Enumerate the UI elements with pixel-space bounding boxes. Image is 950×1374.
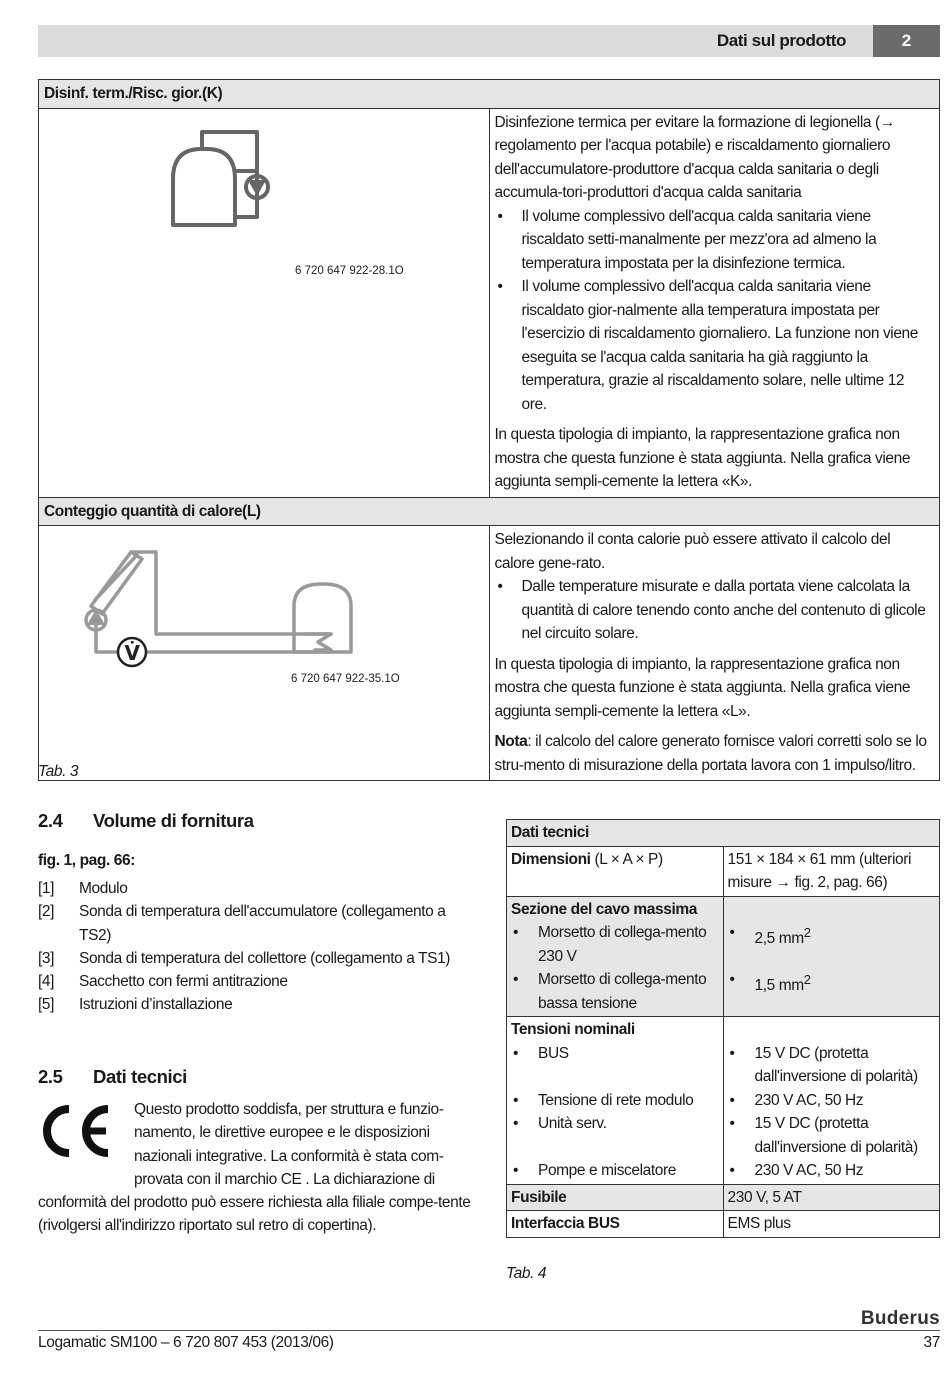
- voltage-row-label: • Unità serv.: [511, 1112, 719, 1159]
- section-l-intro: Selezionando il conta calorie può essere attivato il calcolo del calore gene-rato.: [494, 531, 891, 572]
- section-l-figure: [39, 526, 490, 781]
- table-title: [507, 820, 940, 847]
- ce-paragraph: Questo prodotto soddisfa, per struttura e funzio-namento, le direttive europee e le disposizioni nazionali integrative. La conformità è stata com-provata con il marchio CE . La dichiarazione di conformità del prodotto può essere richiesta alla filiale compe-tente (rivolgersi all'indirizzo riportato sul retro di copertina).: [38, 1101, 471, 1235]
- voltage-row-value: • 230 V AC, 50 Hz: [728, 1159, 936, 1183]
- item-text: Istruzioni d’installazione: [79, 996, 233, 1014]
- section-number: 2.4: [38, 810, 63, 831]
- item-number: [2]: [38, 903, 55, 921]
- section-k-header: [39, 80, 940, 109]
- section-l-note: In questa tipologia di impianto, la rappresentazione grafica non mostra che questa funzione è stata aggiunta. Nella grafica viene aggiunta sempli-cemente la lettera «L».: [494, 655, 911, 720]
- list-item: [38, 993, 478, 1016]
- section-k-row: [39, 108, 940, 497]
- section-k-intro: Disinfezione termica per evitare la formazione di legionella (→ regolamento per l'acqua potabile) e riscaldamento giornaliero dell'accumulatore-produttore d'acqua calda sanitaria o degli accumula-tori-produttori d'acqua calda sanitaria: [494, 113, 895, 201]
- item-text: Modulo: [79, 880, 128, 897]
- bullet-item: • Il volume complessivo dell'acqua calda sanitaria viene riscaldato setti-manalmente per mezz'ora ad almeno la temperatura impostata per la disinfezione termica.: [495, 205, 934, 276]
- table-3-caption: Tab. 3: [38, 763, 79, 780]
- section-k-title: Disinf. term./Risc. gior.(K): [39, 80, 940, 109]
- cable-value-text: 1,5 mm: [754, 977, 804, 995]
- table-row: [507, 1211, 940, 1238]
- cable-row-value: [728, 968, 936, 998]
- section-title: Volume di fornitura: [93, 810, 254, 831]
- table-4-caption: Tab. 4: [506, 1265, 547, 1282]
- fuse-label: Fusibile: [511, 1188, 567, 1206]
- dimensions-label-cell: [507, 846, 724, 896]
- nota-text: : il calcolo del calore generato fornisce valori corretti solo se lo stru-mento di misurazione della portata lavora con 1 impulso/litro.: [494, 733, 927, 774]
- voltage-row-label: • BUS: [511, 1042, 719, 1089]
- section-2-5-heading: [38, 1066, 187, 1088]
- section-l-row: [39, 526, 940, 781]
- cable-label-cell: [507, 896, 724, 1017]
- cable-row-value: [728, 921, 936, 968]
- dimensions-label: Dimensioni: [511, 850, 591, 868]
- technical-data-table: [506, 819, 940, 1238]
- item-number: [3]: [38, 949, 55, 967]
- supply-list: [38, 877, 478, 1017]
- voltage-value-cell: [723, 1017, 940, 1185]
- list-item: [38, 900, 478, 947]
- table-title-text: Dati tecnici: [511, 824, 589, 841]
- section-k-note: In questa tipologia di impianto, la rappresentazione grafica non mostra che questa funzione è stata aggiunta. Nella grafica viene aggiunta sempli-cemente la lettera «K».: [494, 426, 911, 490]
- cable-value-sup: 2: [803, 925, 811, 940]
- nota-label: Nota: [494, 733, 528, 750]
- page-number: 37: [923, 1334, 940, 1351]
- chapter-number: 2: [873, 25, 940, 57]
- dimensions-value: 151 × 184 × 61 mm (ulteriori misure → fig. 2, pag. 66): [723, 846, 940, 896]
- list-item: [38, 970, 478, 993]
- fuse-label-cell: [507, 1184, 724, 1211]
- cable-value-sup: 2: [803, 972, 811, 987]
- bullet-item: • Il volume complessivo dell'acqua calda sanitaria viene riscaldato gior-nalmente alla temperatura impostata per l'esercizio di riscaldamento giornaliero. La funzione non viene eseguita se l'acqua calda sanitaria ha già raggiunto la temperatura, grazie al riscaldamento solare, nelle ultime 12 ore.: [495, 275, 934, 416]
- voltage-label: Tensioni nominali: [511, 1021, 635, 1038]
- fuse-value: 230 V, 5 AT: [723, 1184, 940, 1211]
- voltage-row-value: • 15 V DC (protetta dall'inversione di polarità): [728, 1112, 936, 1159]
- section-l-bullets: [495, 575, 934, 646]
- dimensions-unit: (L × A × P): [590, 850, 663, 868]
- cable-value-cell: [723, 896, 940, 1017]
- voltage-row-label: • Pompe e miscelatore: [511, 1159, 719, 1183]
- item-number: [4]: [38, 973, 55, 991]
- cable-row-label: • Morsetto di collega-mento 230 V: [511, 921, 719, 968]
- bullet-item: • Dalle temperature misurate e dalla portata viene calcolata la quantità di calore tenendo conto anche del contenuto di glicole nel circuito solare.: [495, 575, 934, 646]
- voltage-row-value: • 230 V AC, 50 Hz: [728, 1089, 936, 1113]
- section-number: 2.5: [38, 1066, 63, 1087]
- list-item: [38, 877, 478, 900]
- bus-label: Interfaccia BUS: [511, 1215, 620, 1232]
- section-k-description: [489, 108, 940, 497]
- section-l-nota: [495, 730, 934, 777]
- section-l-description: [489, 526, 940, 781]
- footer-document-id: Logamatic SM100 – 6 720 807 453 (2013/06): [38, 1334, 334, 1351]
- section-title: Dati tecnici: [93, 1066, 187, 1087]
- figure-code-l: 6 720 647 922-35.1O: [291, 673, 400, 685]
- table-row: [507, 1017, 940, 1185]
- list-item: [38, 947, 478, 970]
- item-number: [5]: [38, 996, 55, 1014]
- section-l-title: Conteggio quantità di calore(L): [39, 497, 940, 526]
- item-number: [1]: [38, 880, 55, 897]
- cable-label: Sezione del cavo massima: [511, 900, 697, 918]
- section-2-4-heading: [38, 810, 254, 832]
- item-text: Sonda di temperatura dell'accumulatore (collegamento a TS2): [79, 903, 446, 944]
- table-row: [507, 1184, 940, 1211]
- footer-divider: [38, 1330, 940, 1331]
- function-table: [38, 79, 940, 781]
- voltage-row-label: • Tensione di rete modulo: [511, 1089, 719, 1113]
- table-header-row: [507, 820, 940, 847]
- table-row: [507, 846, 940, 896]
- item-text: Sonda di temperatura del collettore (collegamento a TS1): [79, 949, 451, 967]
- flow-meter-symbol: V̇: [124, 641, 140, 665]
- brand-logo: Buderus: [860, 1308, 940, 1329]
- cable-value-text: 2,5 mm: [754, 930, 804, 948]
- section-l-header: [39, 497, 940, 526]
- dhw-tank-diagram: [39, 109, 419, 279]
- cable-row-label: • Morsetto di collega-mento bassa tensione: [511, 968, 719, 1015]
- table-row: [507, 896, 940, 1017]
- bus-value: EMS plus: [723, 1211, 940, 1238]
- voltage-row-value: • 15 V DC (protetta dall'inversione di polarità): [728, 1042, 936, 1089]
- figure-code-k: 6 720 647 922-28.1O: [295, 264, 404, 277]
- voltage-label-cell: [507, 1017, 724, 1185]
- figure-reference: fig. 1, pag. 66:: [38, 852, 135, 869]
- ce-conformity-text: [38, 1098, 474, 1238]
- section-k-bullets: [495, 205, 934, 417]
- header-title: Dati sul prodotto: [716, 31, 846, 50]
- bus-label-cell: [507, 1211, 724, 1238]
- item-text: Sacchetto con fermi antitrazione: [79, 973, 288, 991]
- section-k-figure: [39, 108, 490, 497]
